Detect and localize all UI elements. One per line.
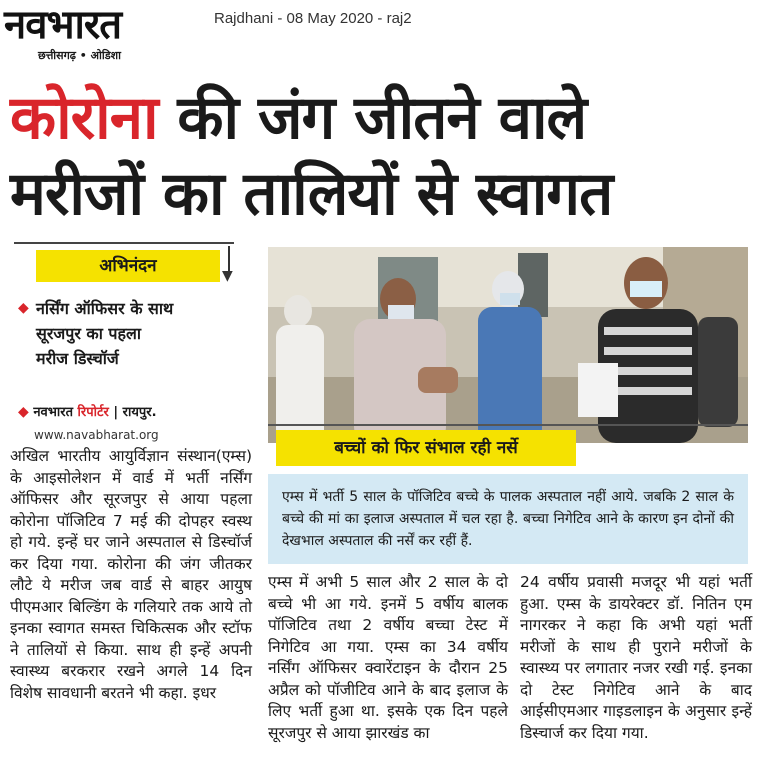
- news-photo: [268, 247, 748, 443]
- article-paragraph: एम्स में अभी 5 साल और 2 साल के दो बच्चे भी आ गये. इनमें 5 वर्षीय बालक पॉजिटिव तथा 2 वर्षीय बच्चा टेस्ट में निगेटिव आ गया. एम्स का 34 वर्षीय नर्सिंग ऑफिसर क्वारेंटाइन के दौरान 25 अप्रैल को पॉजीटिव आने के बाद इलाज के लिए भर्ती हुआ था. इसके एक दिन पहले सूरजपुर से आया झारखंड का: [268, 573, 508, 742]
- headline-line-1-rest: की जंग जीतने वाले: [157, 83, 587, 153]
- highlight-line: नर्सिंग ऑफिसर के साथ: [36, 299, 174, 318]
- byline: [18, 402, 157, 420]
- website-link[interactable]: www.navabharat.org: [34, 428, 159, 442]
- headline-highlight: कोरोना: [10, 83, 158, 153]
- article-paragraph: अखिल भारतीय आयुर्विज्ञान संस्थान(एम्स) के आइसोलेशन में वार्ड में भर्ती नर्सिंग ऑफिसर और सूरजपुर से आया पहला कोरोना पॉजिटिव 7 मई की दोपहर स्वस्थ हो गये. इन्हें घर जाने अस्पताल से डिस्चॉर्ज कर दिया गया. कोरोना की जंग जीतकर लौटे ये मरीज जब वार्ड से बाहर आयुष पीएमआर बिल्डिंग के गलियारे तक आये तो इनका स्वागत समस्त चिकित्सक और स्टॉफ ने तालियों से किया. साथ ही इन्हें अपनी स्वास्थ्य बरकरार रखने अगले 14 दिन विशेष सावधानी बरतने भी कहा. इधर: [10, 447, 252, 702]
- byline-separator: |: [113, 405, 119, 420]
- summary-box: [268, 474, 748, 564]
- highlight-box: [18, 296, 248, 371]
- article-column-right: [520, 572, 752, 744]
- summary-text: एम्स में भर्ती 5 साल के पॉजिटिव बच्चे के पालक अस्पताल नहीं आये. जबकि 2 साल के बच्चे की मां का इलाज अस्पताल में चल रहा है. बच्चा निगेटिव आने के कारण इन दोनों की देखभाल अस्पताल की नर्सें कर रहीं हैं.: [282, 489, 734, 549]
- byline-role: रिपोर्टर: [77, 405, 109, 420]
- article-column-left: [10, 446, 252, 704]
- headline-line-2: मरीजों का तालियों से स्वागत: [10, 159, 613, 229]
- photo-illustration: [268, 247, 748, 443]
- dateline: Rajdhani - 08 May 2020 - raj2: [214, 10, 412, 27]
- highlight-line: मरीज डिस्चॉर्ज: [36, 349, 119, 368]
- sidebar-top-rule: [14, 242, 234, 244]
- caption-rule: [268, 424, 748, 426]
- section-tag: अभिनंदन: [36, 250, 220, 282]
- headline-line-1: [10, 82, 586, 154]
- article-paragraph: 24 वर्षीय प्रवासी मजदूर भी यहां भर्ती हुआ. एम्स के डायरेक्टर डॉ. नितिन एम नागरकर ने कहा कि अभी यहां भर्ती मरीजों के साथ ही पुराने मरीजों के स्वास्थ्य पर लगातार नजर रखी गई. इनका दो टेस्ट निगेटिव आने के बाद आईसीएमआर गाइडलाइन के अनुसार इन्हें डिस्चार्ज कर दिया गया.: [520, 573, 752, 742]
- down-arrow-icon: ▼: [222, 268, 233, 284]
- highlight-line: सूरजपुर का पहला: [36, 324, 142, 343]
- edition-label: छत्तीसगढ़ • ओडिशा: [38, 49, 121, 62]
- diamond-bullet-icon: ◆: [18, 300, 29, 316]
- byline-place: रायपुर.: [122, 405, 157, 420]
- photo-caption: बच्चों को फिर संभाल रही नर्से: [276, 430, 576, 466]
- byline-paper: नवभारत: [33, 405, 73, 420]
- newspaper-logo: [4, 4, 200, 62]
- article-column-middle: [268, 572, 508, 744]
- diamond-bullet-icon: ◆: [18, 404, 29, 420]
- newspaper-name: नवभारत: [4, 2, 122, 48]
